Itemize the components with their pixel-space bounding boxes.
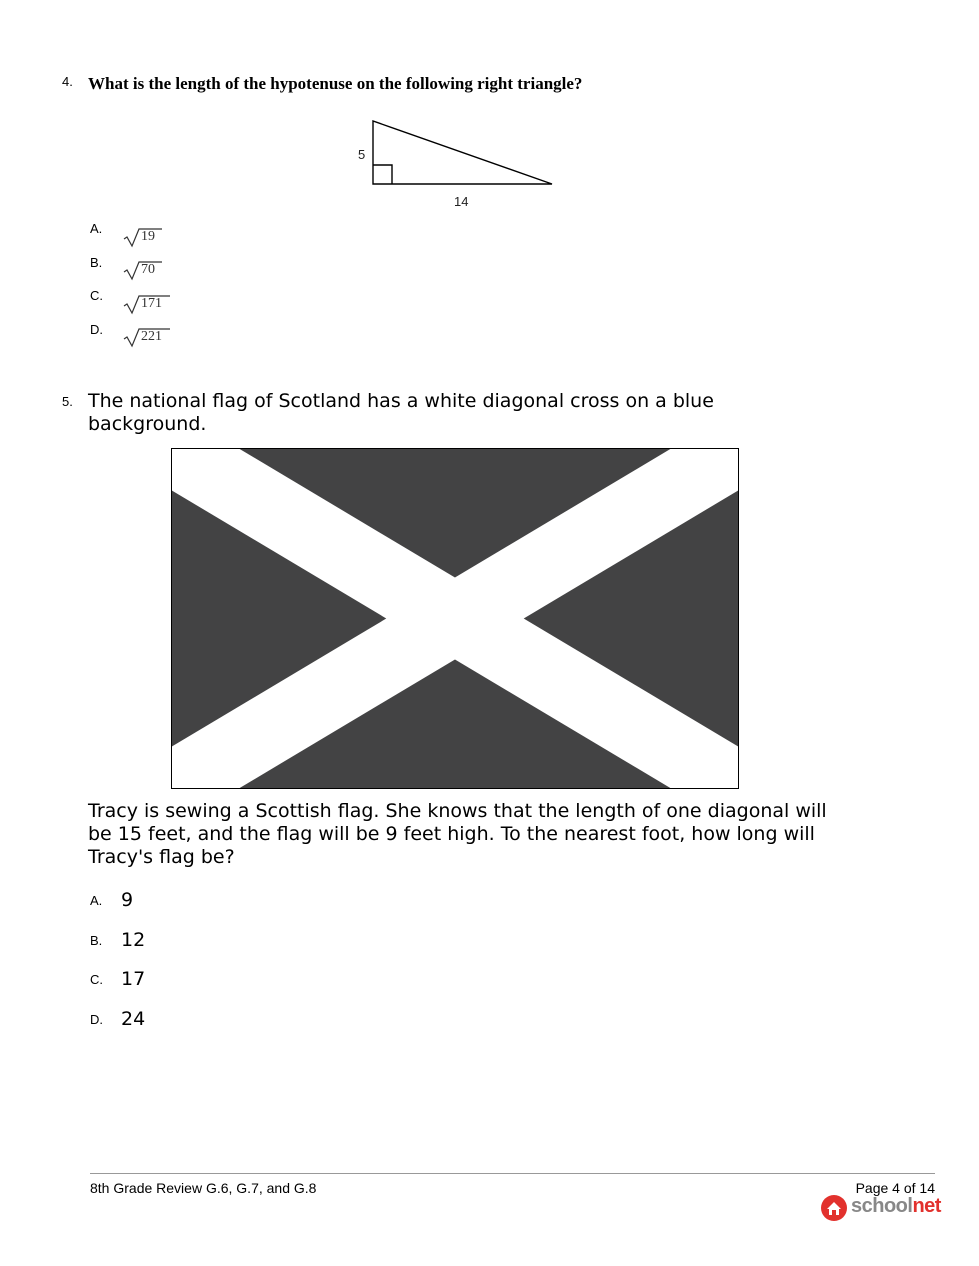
q4-option-c-radicand: 171 xyxy=(141,296,162,311)
q5-option-c-letter: C. xyxy=(90,972,103,987)
scotland-flag-image xyxy=(171,448,739,789)
footer-title: 8th Grade Review G.6, G.7, and G.8 xyxy=(90,1180,317,1196)
q5-option-b[interactable]: 12 xyxy=(121,929,146,951)
question-5-intro: The national flag of Scotland has a white diagonal cross on a blue background. xyxy=(88,390,714,435)
horizontal-leg-label: 14 xyxy=(454,194,469,209)
page-number: Page 4 of 14 xyxy=(855,1180,935,1196)
q5-option-d-letter: D. xyxy=(90,1012,103,1027)
q4-option-d-letter: D. xyxy=(90,322,103,337)
q5-option-b-letter: B. xyxy=(90,933,103,948)
footer-divider xyxy=(90,1173,935,1174)
q5-option-a[interactable]: 9 xyxy=(121,889,134,911)
question-5-prompt: Tracy is sewing a Scottish flag. She knows that the length of one diagonal will be 15 feet, and the flag will be 9 feet high. To the nearest foot, how long will Tracy's flag be? xyxy=(88,800,827,868)
q5-option-d[interactable]: 24 xyxy=(121,1008,146,1030)
q4-option-c-letter: C. xyxy=(90,288,103,303)
q4-option-b-radicand: 70 xyxy=(141,262,155,277)
question-5-number: 5. xyxy=(62,394,73,409)
schoolnet-logo xyxy=(820,1194,940,1222)
logo-text-school: school xyxy=(851,1195,913,1217)
q4-option-a-letter: A. xyxy=(90,221,103,236)
question-4-prompt: What is the length of the hypotenuse on the following right triangle? xyxy=(88,74,583,93)
q4-option-d-radicand: 221 xyxy=(141,329,162,344)
vertical-leg-label: 5 xyxy=(358,147,366,162)
right-triangle-diagram xyxy=(350,112,565,212)
q5-option-a-letter: A. xyxy=(90,893,103,908)
question-4-number: 4. xyxy=(62,74,73,89)
home-icon xyxy=(820,1194,848,1222)
q5-option-c[interactable]: 17 xyxy=(121,968,146,990)
q4-option-b-letter: B. xyxy=(90,255,103,270)
logo-text xyxy=(851,1195,941,1218)
logo-text-net: net xyxy=(912,1195,941,1217)
q4-option-a-radicand: 19 xyxy=(141,229,155,244)
